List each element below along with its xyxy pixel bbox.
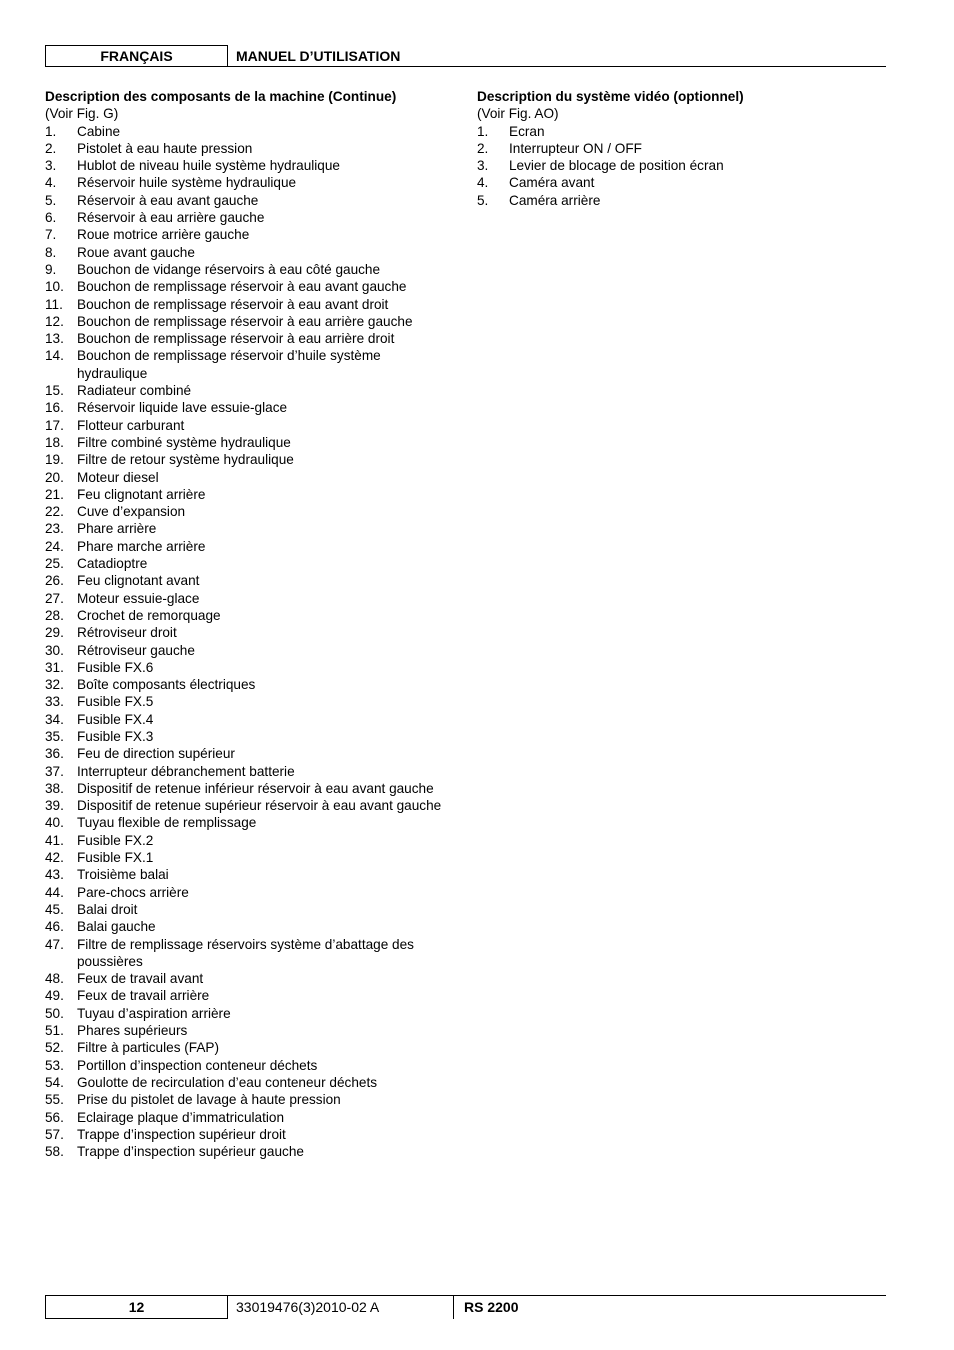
list-item (45, 814, 445, 831)
list-item-text: Eclairage plaque d’immatriculation (77, 1109, 285, 1125)
list-item-text: Filtre à particules (FAP) (77, 1040, 220, 1056)
list-item-text: Cuve d’expansion (77, 504, 186, 520)
list-item-text: Réservoir à eau arrière gauche (77, 210, 265, 226)
list-item-text: Feu de direction supérieur (77, 746, 235, 762)
list-item-text: Balai gauche (77, 919, 156, 935)
list-item-text: Trappe d’inspection supérieur gauche (77, 1144, 304, 1160)
list-item-text: Filtre de remplissage réservoirs système d’abattage des poussières (77, 936, 414, 969)
list-item-text: Phare marche arrière (77, 538, 206, 554)
list-item-text: Interrupteur débranchement batterie (77, 763, 295, 779)
list-item (45, 1143, 445, 1160)
list-item-text: Flotteur carburant (77, 417, 185, 433)
list-item-text: Fusible FX.4 (77, 711, 154, 727)
video-system-section (477, 88, 877, 209)
list-item (45, 1126, 445, 1143)
list-item-text: Cabine (77, 123, 121, 139)
list-item-number: 3. (45, 158, 57, 174)
list-item (45, 797, 445, 814)
list-item-text: Roue motrice arrière gauche (77, 227, 250, 243)
list-item-number: 30. (45, 642, 64, 658)
list-item (45, 676, 445, 693)
list-item-text: Bouchon de remplissage réservoir à eau avant droit (77, 296, 389, 312)
list-item-number: 47. (45, 936, 64, 952)
list-item (45, 347, 445, 382)
list-item (45, 1057, 445, 1074)
list-item-number: 12. (45, 313, 64, 329)
list-item (45, 382, 445, 399)
list-item (477, 140, 877, 157)
list-item (45, 572, 445, 589)
list-item-text: Fusible FX.5 (77, 694, 154, 710)
list-item-number: 55. (45, 1092, 64, 1108)
list-item-number: 18. (45, 434, 64, 450)
list-item-text: Ecran (509, 123, 545, 139)
list-item (45, 936, 445, 971)
model-name: RS 2200 (464, 1299, 519, 1315)
list-item-number: 53. (45, 1057, 64, 1073)
header-rule (227, 66, 886, 67)
list-item (45, 832, 445, 849)
list-item-text: Trappe d’inspection supérieur droit (77, 1126, 286, 1142)
list-item (45, 469, 445, 486)
list-item-number: 40. (45, 815, 64, 831)
list-item (45, 642, 445, 659)
list-item (45, 503, 445, 520)
list-item-number: 41. (45, 832, 64, 848)
list-item-number: 16. (45, 400, 64, 416)
list-item (45, 624, 445, 641)
list-item-number: 49. (45, 988, 64, 1004)
list-item-text: Moteur essuie-glace (77, 590, 200, 606)
list-item (45, 330, 445, 347)
list-item-text: Bouchon de vidange réservoirs à eau côté gauche (77, 261, 381, 277)
list-item-text: Crochet de remorquage (77, 607, 221, 623)
list-item-text: Réservoir liquide lave essuie-glace (77, 400, 288, 416)
list-item-number: 51. (45, 1023, 64, 1039)
list-item-text: Portillon d’inspection conteneur déchets (77, 1057, 318, 1073)
list-item-text: Rétroviseur gauche (77, 642, 195, 658)
list-item (45, 209, 445, 226)
list-item (477, 157, 877, 174)
list-item-text: Phare arrière (77, 521, 157, 537)
list-item-number: 43. (45, 867, 64, 883)
list-item (45, 451, 445, 468)
list-item-text: Pistolet à eau haute pression (77, 140, 253, 156)
list-item (45, 745, 445, 762)
video-system-heading: Description du système vidéo (optionnel) (477, 89, 744, 104)
footer-divider (453, 1295, 454, 1319)
list-item (45, 780, 445, 797)
list-item (45, 693, 445, 710)
list-item (45, 538, 445, 555)
list-item (45, 866, 445, 883)
list-item-number: 50. (45, 1005, 64, 1021)
list-item-text: Phares supérieurs (77, 1023, 188, 1039)
list-item-number: 7. (45, 227, 57, 243)
list-item-number: 36. (45, 746, 64, 762)
list-item (45, 278, 445, 295)
list-item-text: Catadioptre (77, 556, 148, 572)
manual-title: MANUEL D’UTILISATION (236, 48, 401, 64)
list-item (45, 659, 445, 676)
list-item-number: 14. (45, 348, 64, 364)
list-item-number: 21. (45, 486, 64, 502)
list-item-text: Hublot de niveau huile système hydraulique (77, 158, 340, 174)
list-item (45, 174, 445, 191)
list-item (477, 123, 877, 140)
list-item-number: 13. (45, 331, 64, 347)
components-section (45, 88, 445, 1160)
document-code: 33019476(3)2010-02 A (236, 1299, 380, 1315)
list-item-number: 32. (45, 677, 64, 693)
list-item-number: 45. (45, 901, 64, 917)
list-item-text: Tuyau d’aspiration arrière (77, 1005, 231, 1021)
list-item-number: 25. (45, 556, 64, 572)
list-item-number: 56. (45, 1109, 64, 1125)
list-item-number: 58. (45, 1144, 64, 1160)
list-item-text: Bouchon de remplissage réservoir à eau arrière gauche (77, 313, 413, 329)
list-item (45, 486, 445, 503)
list-item-number: 31. (45, 659, 64, 675)
list-item-number: 27. (45, 590, 64, 606)
list-item-text: Goulotte de recirculation d’eau conteneur déchets (77, 1074, 378, 1090)
list-item-text: Dispositif de retenue supérieur réservoir à eau avant gauche (77, 798, 442, 814)
list-item-text: Fusible FX.6 (77, 659, 154, 675)
list-item-text: Rétroviseur droit (77, 625, 177, 641)
list-item-number: 37. (45, 763, 64, 779)
list-item (45, 399, 445, 416)
list-item (45, 555, 445, 572)
list-item (45, 226, 445, 243)
list-item (45, 192, 445, 209)
list-item-number: 4. (45, 175, 57, 191)
list-item-number: 1. (477, 123, 489, 139)
list-item (45, 884, 445, 901)
list-item-number: 44. (45, 884, 64, 900)
list-item (477, 192, 877, 209)
list-item (45, 1022, 445, 1039)
list-item-number: 39. (45, 798, 64, 814)
page-footer (45, 1295, 886, 1319)
video-system-list (477, 123, 877, 209)
list-item-number: 20. (45, 469, 64, 485)
list-item-number: 5. (477, 192, 489, 208)
list-item (45, 140, 445, 157)
list-item (45, 157, 445, 174)
list-item-number: 15. (45, 383, 64, 399)
list-item-number: 26. (45, 573, 64, 589)
list-item-number: 17. (45, 417, 64, 433)
list-item-number: 24. (45, 538, 64, 554)
list-item-text: Prise du pistolet de lavage à haute pression (77, 1092, 341, 1108)
list-item-text: Dispositif de retenue inférieur réservoir à eau avant gauche (77, 780, 434, 796)
list-item (45, 711, 445, 728)
list-item-text: Fusible FX.3 (77, 728, 154, 744)
language-label: FRANÇAIS (45, 45, 228, 67)
list-item-text: Interrupteur ON / OFF (509, 140, 642, 156)
list-item-text: Caméra arrière (509, 192, 601, 208)
components-list (45, 123, 445, 1161)
list-item-number: 9. (45, 261, 57, 277)
list-item-number: 2. (477, 140, 489, 156)
list-item-number: 4. (477, 175, 489, 191)
list-item-number: 35. (45, 728, 64, 744)
list-item-text: Moteur diesel (77, 469, 159, 485)
list-item-number: 5. (45, 192, 57, 208)
page-header (45, 45, 886, 67)
list-item (45, 987, 445, 1004)
list-item (45, 296, 445, 313)
video-system-figure-ref: (Voir Fig. AO) (477, 106, 559, 122)
list-item-text: Balai droit (77, 901, 138, 917)
list-item (45, 849, 445, 866)
list-item-number: 34. (45, 711, 64, 727)
list-item-number: 1. (45, 123, 57, 139)
list-item-text: Roue avant gauche (77, 244, 195, 260)
list-item (45, 901, 445, 918)
list-item-text: Feu clignotant avant (77, 573, 200, 589)
list-item (45, 1074, 445, 1091)
list-item-number: 52. (45, 1040, 64, 1056)
list-item-text: Feux de travail arrière (77, 988, 210, 1004)
list-item (45, 918, 445, 935)
list-item-text: Levier de blocage de position écran (509, 158, 724, 174)
list-item (45, 590, 445, 607)
list-item-text: Tuyau flexible de remplissage (77, 815, 257, 831)
list-item-text: Bouchon de remplissage réservoir d’huile système hydraulique (77, 348, 381, 381)
list-item-number: 33. (45, 694, 64, 710)
list-item (45, 417, 445, 434)
list-item (45, 970, 445, 987)
list-item-number: 2. (45, 140, 57, 156)
components-figure-ref: (Voir Fig. G) (45, 106, 119, 122)
list-item-text: Bouchon de remplissage réservoir à eau arrière droit (77, 331, 395, 347)
list-item-number: 54. (45, 1074, 64, 1090)
list-item (45, 728, 445, 745)
list-item-text: Réservoir à eau avant gauche (77, 192, 259, 208)
list-item-number: 23. (45, 521, 64, 537)
list-item-number: 46. (45, 919, 64, 935)
list-item-number: 11. (45, 296, 63, 312)
list-item (45, 434, 445, 451)
list-item-text: Filtre combiné système hydraulique (77, 434, 291, 450)
list-item (45, 1039, 445, 1056)
list-item-number: 10. (45, 279, 64, 295)
list-item-number: 29. (45, 625, 64, 641)
list-item-number: 57. (45, 1126, 64, 1142)
list-item-number: 6. (45, 210, 57, 226)
list-item (45, 1005, 445, 1022)
list-item-text: Bouchon de remplissage réservoir à eau avant gauche (77, 279, 407, 295)
list-item (45, 763, 445, 780)
list-item-text: Fusible FX.2 (77, 832, 154, 848)
list-item (45, 123, 445, 140)
list-item-number: 48. (45, 971, 64, 987)
list-item (45, 1091, 445, 1108)
list-item (45, 520, 445, 537)
list-item-text: Filtre de retour système hydraulique (77, 452, 294, 468)
list-item (45, 607, 445, 624)
list-item (45, 261, 445, 278)
list-item-number: 8. (45, 244, 57, 260)
page-number: 12 (45, 1295, 228, 1319)
list-item (45, 313, 445, 330)
list-item (45, 1109, 445, 1126)
list-item-text: Boîte composants électriques (77, 677, 256, 693)
list-item-text: Réservoir huile système hydraulique (77, 175, 297, 191)
list-item-number: 19. (45, 452, 64, 468)
list-item-text: Feux de travail avant (77, 971, 204, 987)
list-item-text: Fusible FX.1 (77, 850, 154, 866)
list-item-number: 38. (45, 780, 64, 796)
list-item (477, 174, 877, 191)
components-heading: Description des composants de la machine (Continue) (45, 89, 397, 104)
list-item-text: Feu clignotant arrière (77, 486, 206, 502)
list-item-number: 28. (45, 607, 64, 623)
list-item-text: Caméra avant (509, 175, 595, 191)
list-item-number: 3. (477, 158, 489, 174)
list-item (45, 244, 445, 261)
list-item-number: 42. (45, 850, 64, 866)
list-item-text: Radiateur combiné (77, 383, 192, 399)
list-item-text: Troisième balai (77, 867, 169, 883)
list-item-number: 22. (45, 504, 64, 520)
list-item-text: Pare-chocs arrière (77, 884, 189, 900)
